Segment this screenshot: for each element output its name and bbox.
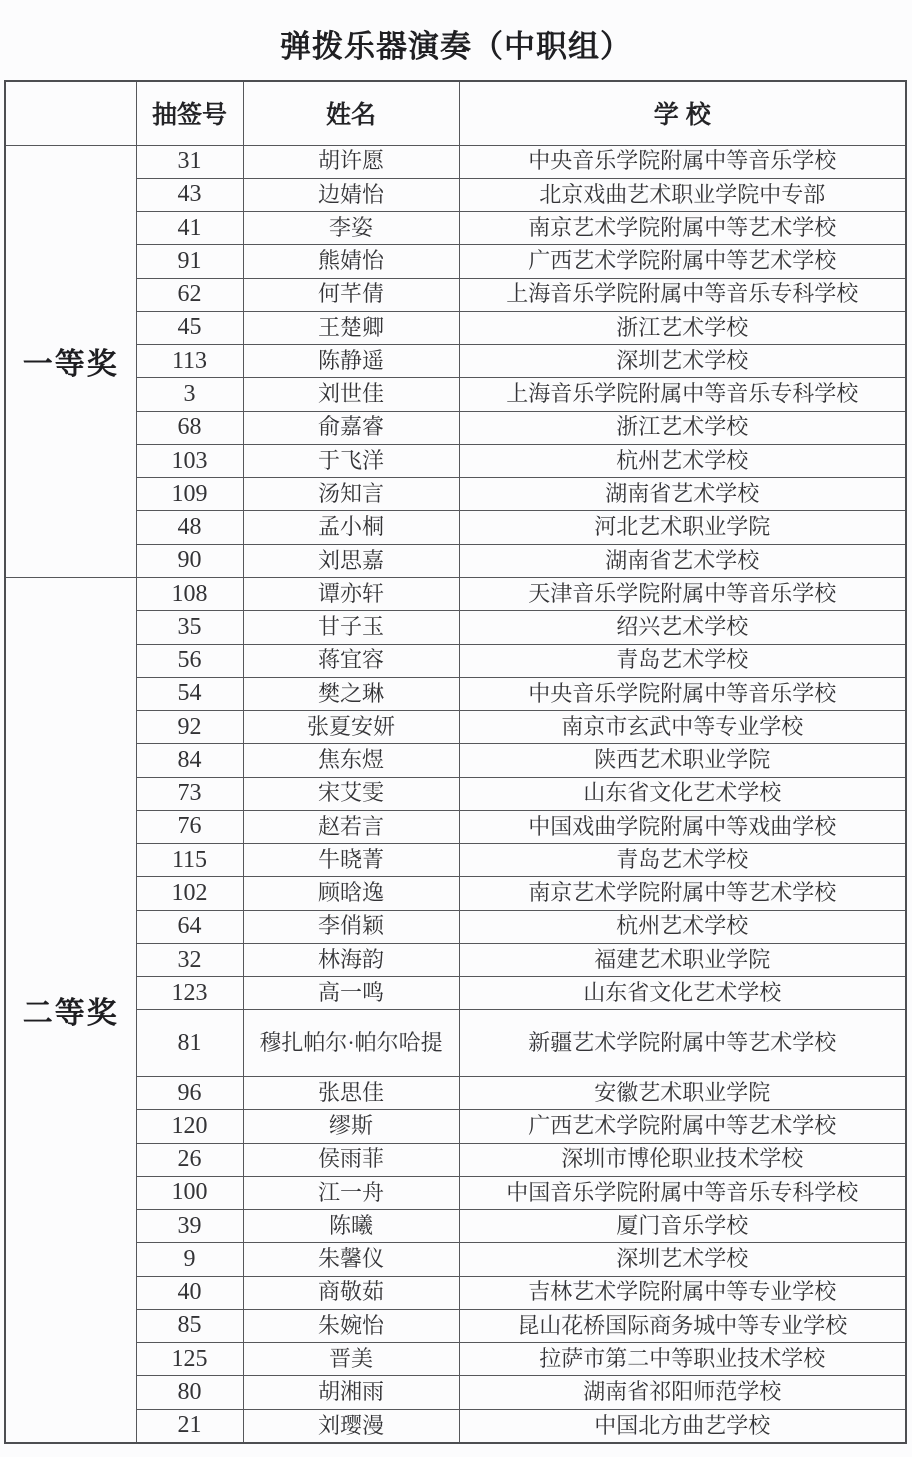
name-cell: 江一舟 (243, 1176, 459, 1209)
draw-number-cell: 62 (136, 278, 243, 311)
school-cell: 绍兴艺术学校 (459, 611, 906, 644)
school-cell: 深圳艺术学校 (459, 1243, 906, 1276)
name-cell: 李姿 (243, 212, 459, 245)
name-cell: 熊婧怡 (243, 245, 459, 278)
table-row (5, 478, 906, 511)
name-cell: 边婧怡 (243, 178, 459, 211)
school-cell: 湖南省艺术学校 (459, 544, 906, 577)
draw-number-cell: 21 (136, 1409, 243, 1443)
name-cell: 何芊倩 (243, 278, 459, 311)
table-row (5, 145, 906, 178)
table-row (5, 178, 906, 211)
name-cell: 商敬茹 (243, 1276, 459, 1309)
school-cell: 南京艺术学院附属中等艺术学校 (459, 877, 906, 910)
name-cell: 陈静遥 (243, 345, 459, 378)
table-row (5, 511, 906, 544)
draw-number-cell: 56 (136, 644, 243, 677)
draw-number-cell: 84 (136, 744, 243, 777)
name-cell: 朱馨仪 (243, 1243, 459, 1276)
school-cell: 广西艺术学院附属中等艺术学校 (459, 1110, 906, 1143)
name-cell: 宋艾雯 (243, 777, 459, 810)
draw-number-cell: 92 (136, 711, 243, 744)
school-cell: 湖南省祁阳师范学校 (459, 1376, 906, 1409)
table-row (5, 411, 906, 444)
table-row (5, 711, 906, 744)
table-row (5, 1276, 906, 1309)
school-cell: 中国北方曲艺学校 (459, 1409, 906, 1443)
name-cell: 缪斯 (243, 1110, 459, 1143)
draw-number-cell: 54 (136, 677, 243, 710)
name-cell: 汤知言 (243, 478, 459, 511)
school-cell: 深圳艺术学校 (459, 345, 906, 378)
table-row (5, 1143, 906, 1176)
name-cell: 俞嘉睿 (243, 411, 459, 444)
name-cell: 朱婉怡 (243, 1309, 459, 1342)
school-cell: 天津音乐学院附属中等音乐学校 (459, 577, 906, 610)
school-cell: 吉林艺术学院附属中等专业学校 (459, 1276, 906, 1309)
table-row (5, 810, 906, 843)
school-cell: 上海音乐学院附属中等音乐专科学校 (459, 378, 906, 411)
draw-number-cell: 41 (136, 212, 243, 245)
draw-number-cell: 115 (136, 844, 243, 877)
draw-number-cell: 85 (136, 1309, 243, 1342)
school-cell: 广西艺术学院附属中等艺术学校 (459, 245, 906, 278)
draw-number-cell: 76 (136, 810, 243, 843)
results-table-body (5, 81, 906, 1443)
name-cell: 蒋宜容 (243, 644, 459, 677)
table-row (5, 378, 906, 411)
draw-number-cell: 9 (136, 1243, 243, 1276)
draw-number-cell: 91 (136, 245, 243, 278)
table-row (5, 677, 906, 710)
page-title: 弹拨乐器演奏（中职组） (280, 29, 632, 64)
draw-number-cell: 3 (136, 378, 243, 411)
name-cell: 牛晓菁 (243, 844, 459, 877)
table-row (5, 910, 906, 943)
school-cell: 中央音乐学院附属中等音乐学校 (459, 677, 906, 710)
table-row (5, 844, 906, 877)
name-cell: 于飞洋 (243, 444, 459, 477)
draw-number-cell: 40 (136, 1276, 243, 1309)
name-cell: 胡许愿 (243, 145, 459, 178)
table-row (5, 577, 906, 610)
school-cell: 浙江艺术学校 (459, 411, 906, 444)
draw-number-cell: 31 (136, 145, 243, 178)
draw-number-cell: 100 (136, 1176, 243, 1209)
school-cell: 北京戏曲艺术职业学院中专部 (459, 178, 906, 211)
name-cell: 顾晗逸 (243, 877, 459, 910)
school-cell: 福建艺术职业学院 (459, 943, 906, 976)
school-cell: 杭州艺术学校 (459, 444, 906, 477)
draw-number-cell: 120 (136, 1110, 243, 1143)
table-row (5, 1409, 906, 1443)
school-cell: 中央音乐学院附属中等音乐学校 (459, 145, 906, 178)
school-cell: 南京艺术学院附属中等艺术学校 (459, 212, 906, 245)
table-row (5, 644, 906, 677)
table-row (5, 777, 906, 810)
table-row (5, 544, 906, 577)
draw-number-cell: 32 (136, 943, 243, 976)
draw-number-cell: 102 (136, 877, 243, 910)
school-cell: 厦门音乐学校 (459, 1210, 906, 1243)
table-row (5, 744, 906, 777)
table-row (5, 877, 906, 910)
name-cell: 晋美 (243, 1343, 459, 1376)
school-cell: 中国戏曲学院附属中等戏曲学校 (459, 810, 906, 843)
table-row (5, 1343, 906, 1376)
school-cell: 浙江艺术学校 (459, 311, 906, 344)
award-group-label: 一等奖 (5, 145, 136, 577)
table-row (5, 1376, 906, 1409)
name-cell: 李俏颖 (243, 910, 459, 943)
table-row (5, 245, 906, 278)
table-row (5, 1309, 906, 1342)
school-cell: 上海音乐学院附属中等音乐专科学校 (459, 278, 906, 311)
name-cell: 穆扎帕尔·帕尔哈提 (243, 1010, 459, 1077)
school-cell: 青岛艺术学校 (459, 844, 906, 877)
school-cell: 杭州艺术学校 (459, 910, 906, 943)
school-cell: 青岛艺术学校 (459, 644, 906, 677)
school-cell: 陕西艺术职业学院 (459, 744, 906, 777)
table-row (5, 311, 906, 344)
name-cell: 高一鸣 (243, 977, 459, 1010)
table-row (5, 611, 906, 644)
name-cell: 谭亦轩 (243, 577, 459, 610)
draw-number-cell: 26 (136, 1143, 243, 1176)
name-cell: 张夏安妍 (243, 711, 459, 744)
draw-number-cell: 45 (136, 311, 243, 344)
name-cell: 林海韵 (243, 943, 459, 976)
name-cell: 樊之琳 (243, 677, 459, 710)
school-cell: 拉萨市第二中等职业技术学校 (459, 1343, 906, 1376)
header-draw-number: 抽签号 (136, 81, 243, 145)
table-row (5, 977, 906, 1010)
table-row (5, 278, 906, 311)
table-row (5, 345, 906, 378)
draw-number-cell: 48 (136, 511, 243, 544)
name-cell: 赵若言 (243, 810, 459, 843)
corner-cell (5, 81, 136, 145)
school-cell: 安徽艺术职业学院 (459, 1076, 906, 1109)
results-table (4, 80, 907, 1444)
draw-number-cell: 80 (136, 1376, 243, 1409)
school-cell: 昆山花桥国际商务城中等专业学校 (459, 1309, 906, 1342)
draw-number-cell: 81 (136, 1010, 243, 1077)
school-cell: 深圳市博伦职业技术学校 (459, 1143, 906, 1176)
draw-number-cell: 109 (136, 478, 243, 511)
draw-number-cell: 90 (136, 544, 243, 577)
school-cell: 中国音乐学院附属中等音乐专科学校 (459, 1176, 906, 1209)
draw-number-cell: 96 (136, 1076, 243, 1109)
table-row (5, 1076, 906, 1109)
name-cell: 张思佳 (243, 1076, 459, 1109)
draw-number-cell: 113 (136, 345, 243, 378)
draw-number-cell: 103 (136, 444, 243, 477)
school-cell: 南京市玄武中等专业学校 (459, 711, 906, 744)
draw-number-cell: 108 (136, 577, 243, 610)
name-cell: 焦东煜 (243, 744, 459, 777)
draw-number-cell: 43 (136, 178, 243, 211)
draw-number-cell: 125 (136, 1343, 243, 1376)
name-cell: 刘世佳 (243, 378, 459, 411)
name-cell: 甘子玉 (243, 611, 459, 644)
school-cell: 河北艺术职业学院 (459, 511, 906, 544)
school-cell: 山东省文化艺术学校 (459, 977, 906, 1010)
draw-number-cell: 123 (136, 977, 243, 1010)
school-cell: 湖南省艺术学校 (459, 478, 906, 511)
draw-number-cell: 64 (136, 910, 243, 943)
table-row (5, 1176, 906, 1209)
name-cell: 侯雨菲 (243, 1143, 459, 1176)
name-cell: 孟小桐 (243, 511, 459, 544)
draw-number-cell: 73 (136, 777, 243, 810)
draw-number-cell: 68 (136, 411, 243, 444)
table-header-row (5, 81, 906, 145)
header-school: 学 校 (459, 81, 906, 145)
name-cell: 陈曦 (243, 1210, 459, 1243)
school-cell: 新疆艺术学院附属中等艺术学校 (459, 1010, 906, 1077)
name-cell: 刘思嘉 (243, 544, 459, 577)
table-row (5, 1210, 906, 1243)
name-cell: 刘璎漫 (243, 1409, 459, 1443)
school-cell: 山东省文化艺术学校 (459, 777, 906, 810)
name-cell: 王楚卿 (243, 311, 459, 344)
table-row (5, 1110, 906, 1143)
draw-number-cell: 39 (136, 1210, 243, 1243)
table-row (5, 943, 906, 976)
table-row (5, 444, 906, 477)
table-row (5, 212, 906, 245)
name-cell: 胡湘雨 (243, 1376, 459, 1409)
table-row (5, 1243, 906, 1276)
draw-number-cell: 35 (136, 611, 243, 644)
award-group-label: 二等奖 (5, 577, 136, 1443)
header-name: 姓名 (243, 81, 459, 145)
table-row (5, 1010, 906, 1077)
